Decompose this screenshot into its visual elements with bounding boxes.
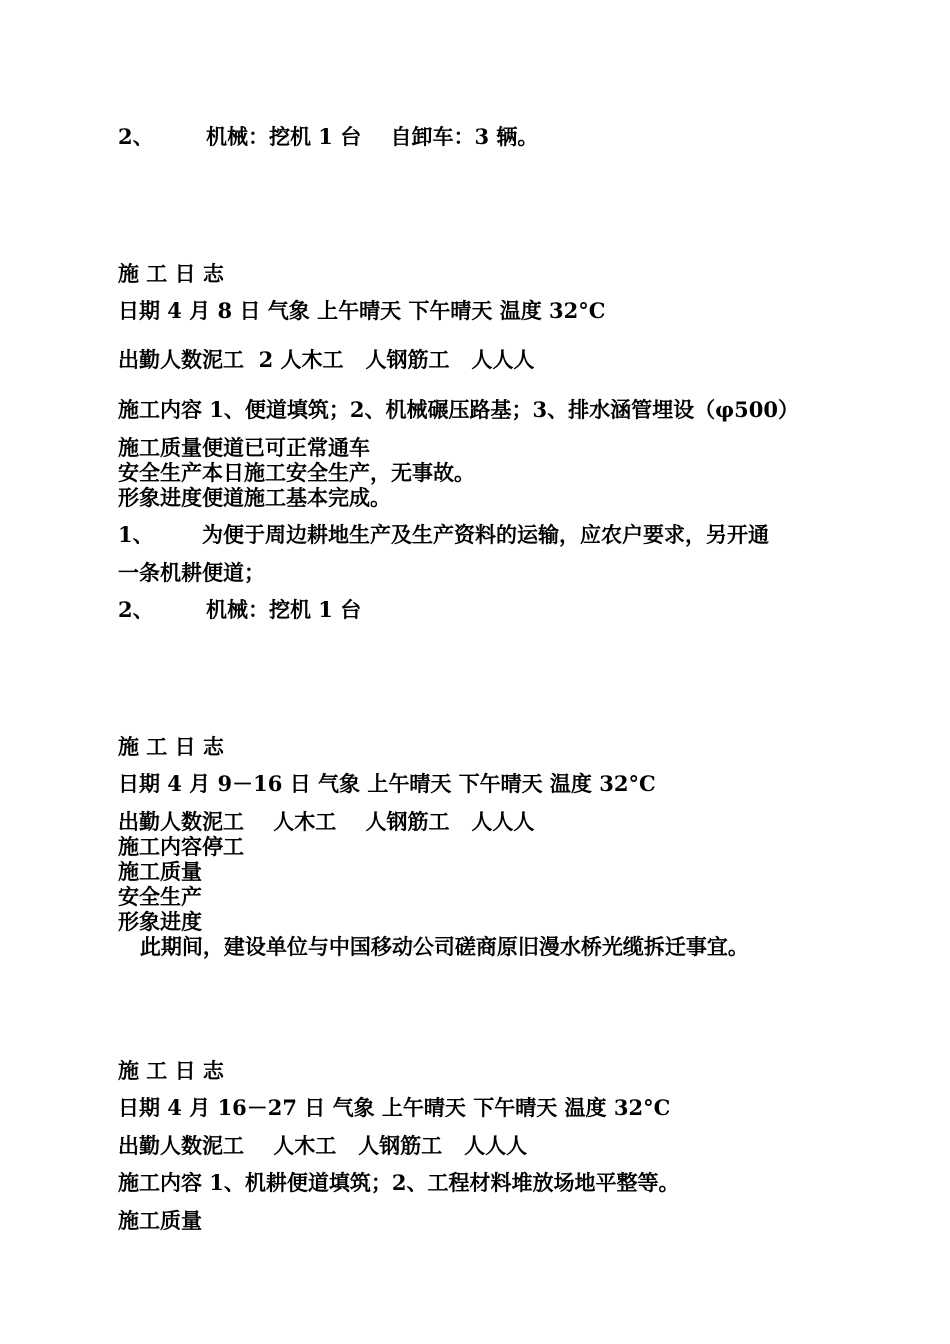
attendance-line: 出勤人数泥工 2 人木工 人钢筋工 人人人 [118, 347, 535, 372]
list-number: 1、 [118, 522, 154, 547]
date-weather-line: 日期 4 月 9－16 日 气象 上午晴天 下午晴天 温度 32°C [118, 771, 656, 796]
safety-line: 安全生产本日施工安全生产，无事故。 [118, 460, 475, 485]
list-item-continuation: 一条机耕便道； [118, 560, 265, 585]
list-number: 2、 [118, 597, 154, 622]
date-weather-line: 日期 4 月 16－27 日 气象 上午晴天 下午晴天 温度 32°C [118, 1095, 671, 1120]
log-title: 施 工 日 志 [118, 1058, 224, 1083]
list-text: 机械：挖机 1 台 [206, 597, 362, 622]
content-line: 施工内容 1、便道填筑；2、机械碾压路基；3、排水涵管埋设（φ500） [118, 397, 799, 422]
quality-line: 施工质量 [118, 859, 202, 884]
list-number: 2、 [118, 124, 154, 149]
quality-line: 施工质量 [118, 1208, 202, 1233]
progress-line: 形象进度便道施工基本完成。 [118, 485, 391, 510]
progress-line: 形象进度 [118, 909, 202, 934]
attendance-line: 出勤人数泥工 人木工 人钢筋工 人人人 [118, 809, 535, 834]
note-line: 此期间，建设单位与中国移动公司磋商原旧漫水桥光缆拆迁事宜。 [118, 934, 749, 959]
log-title: 施 工 日 志 [118, 734, 224, 759]
content-line: 施工内容停工 [118, 834, 244, 859]
list-text: 为便于周边耕地生产及生产资料的运输，应农户要求，另开通 [202, 522, 769, 547]
date-weather-line: 日期 4 月 8 日 气象 上午晴天 下午晴天 温度 32°C [118, 298, 606, 323]
list-item [118, 522, 769, 548]
quality-line: 施工质量便道已可正常通车 [118, 435, 370, 460]
machinery-line [118, 124, 538, 150]
list-item [118, 597, 361, 623]
attendance-line: 出勤人数泥工 人木工 人钢筋工 人人人 [118, 1133, 528, 1158]
safety-line: 安全生产 [118, 884, 202, 909]
content-line: 施工内容 1、机耕便道填筑；2、工程材料堆放场地平整等。 [118, 1170, 680, 1195]
log-title: 施 工 日 志 [118, 261, 224, 286]
list-text: 机械：挖机 1 台 自卸车：3 辆。 [206, 124, 539, 149]
